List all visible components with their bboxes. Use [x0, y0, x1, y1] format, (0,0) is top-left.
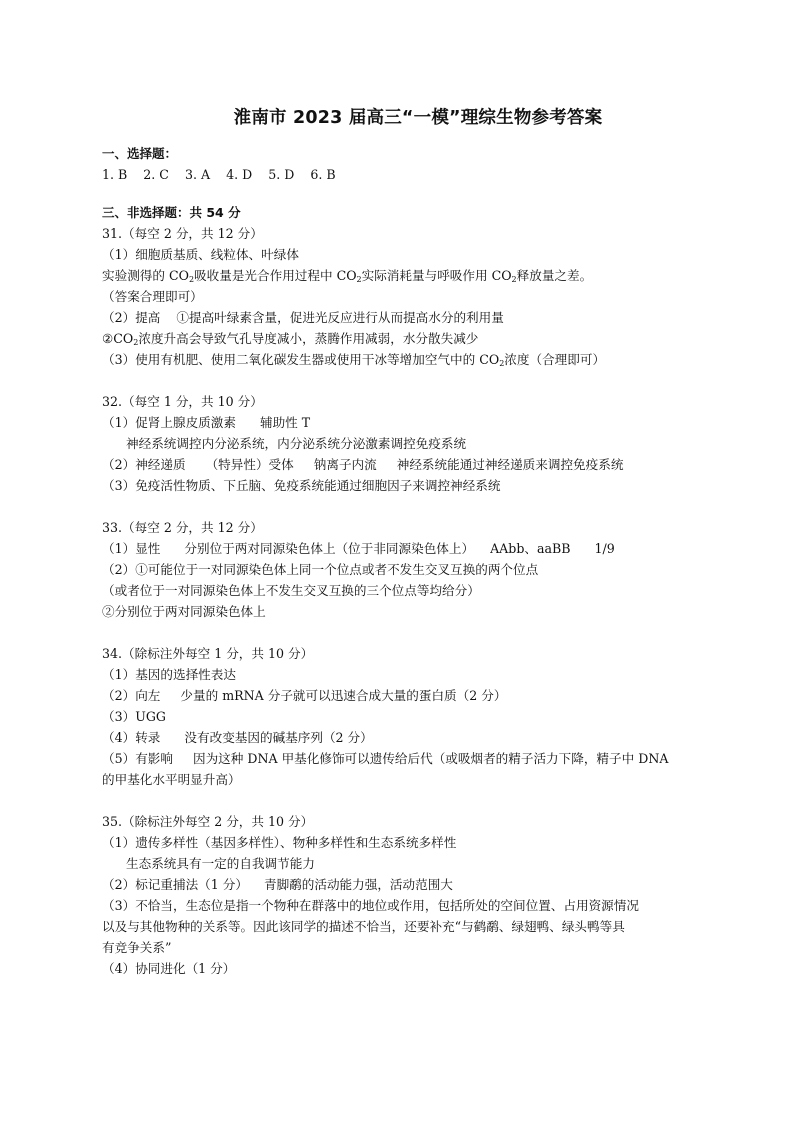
question-31	[102, 223, 724, 370]
q34-line: 的甲基化水平明显升高）	[102, 772, 241, 787]
question-35	[102, 811, 724, 979]
text-fragment: 实际消耗量与呼吸作用 CO	[361, 268, 512, 283]
q35-line: 以及与其他物种的关系等。因此该同学的描述不恰当，还要补充“与鹤鹬、绿翅鸭、绿头鸭等具	[102, 919, 625, 934]
q35-line: （1）遗传多样性（基因多样性）、物种多样性和生态系统多样性	[102, 835, 457, 850]
q32-header: 32.（每空 1 分，共 10 分）	[102, 394, 263, 409]
q34-line: （1）基因的选择性表达	[102, 667, 236, 682]
text-fragment: 释放量之差。	[516, 268, 593, 283]
q31-header: 31.（每空 2 分，共 12 分）	[102, 226, 263, 241]
q31-line	[102, 265, 724, 286]
q35-line: （3）不恰当，生态位是指一个物种在群落中的地位或作用，包括所处的空间位置、占用资源情况	[102, 898, 639, 913]
subscript: 2	[133, 338, 139, 347]
q34-line: （5）有影响 因为这种 DNA 甲基化修饰可以遗传给后代（或吸烟者的精子活力下降，精子中 DNA	[102, 751, 669, 766]
q33-header: 33.（每空 2 分，共 12 分）	[102, 520, 263, 535]
section-choice-header: 一、选择题：	[102, 146, 178, 161]
q35-line: 生态系统具有一定的自我调节能力	[102, 856, 315, 871]
section-nonchoice-header: 三、非选择题：共 54 分	[102, 205, 241, 220]
q32-line: 神经系统调控内分泌系统，内分泌系统分泌激素调控免疫系统	[102, 436, 467, 451]
page-title: 淮南市 2023 届高三“一模”理综生物参考答案	[233, 108, 603, 128]
spacer	[102, 496, 724, 517]
subscript: 2	[356, 275, 362, 284]
q31-line: （2）提高 ①提高叶绿素含量，促进光反应进行从而提高水分的利用量	[102, 310, 504, 325]
spacer	[102, 622, 724, 643]
q31-line	[102, 328, 724, 349]
subscript: 2	[499, 359, 505, 368]
q34-header: 34.（除标注外每空 1 分，共 10 分）	[102, 646, 314, 661]
q35-header: 35.（除标注外每空 2 分，共 10 分）	[102, 814, 314, 829]
text-fragment: （3）使用有机肥、使用二氧化碳发生器或使用干冰等增加空气中的 CO	[102, 352, 500, 367]
spacer	[102, 185, 724, 202]
text-fragment: 浓度升高会导致气孔导度减小，蒸腾作用减弱，水分散失减少	[138, 331, 479, 346]
q34-line: （3）UGG	[102, 709, 166, 724]
question-34	[102, 643, 724, 790]
q32-line: （2）神经递质 （特异性）受体 钠离子内流 神经系统能通过神经递质来调控免疫系统	[102, 457, 624, 472]
text-fragment: 浓度（合理即可）	[504, 352, 606, 367]
text-fragment: 实验测得的 CO	[102, 268, 189, 283]
subscript: 2	[511, 275, 517, 284]
q35-line: （2）标记重捕法（1 分） 青脚鹬的活动能力强，活动范围大	[102, 877, 453, 892]
spacer	[102, 370, 724, 391]
q31-line	[102, 349, 724, 370]
q31-line: （1）细胞质基质、线粒体、叶绿体	[102, 247, 299, 262]
q33-line: ②分别位于两对同源染色体上	[102, 604, 266, 619]
text-fragment: ②CO	[102, 331, 134, 346]
q31-line: （答案合理即可）	[102, 289, 203, 304]
choice-answers: 1. B 2. C 3. A 4. D 5. D 6. B	[102, 167, 336, 182]
question-33	[102, 517, 724, 622]
subscript: 2	[188, 275, 195, 284]
q34-line: （2）向左 少量的 mRNA 分子就可以迅速合成大量的蛋白质（2 分）	[102, 688, 507, 703]
question-32	[102, 391, 724, 496]
q35-line: 有竞争关系”	[102, 940, 172, 955]
q32-line: （1）促肾上腺皮质激素 辅助性 T	[102, 415, 311, 430]
q32-line: （3）免疫活性物质、下丘脑、免疫系统能通过细胞因子来调控神经系统	[102, 478, 501, 493]
spacer	[102, 790, 724, 811]
q33-line: （或者位于一对同源染色体上不发生交叉互换的三个位点等均给分）	[102, 583, 480, 598]
q34-line: （4）转录 没有改变基因的碱基序列（2 分）	[102, 730, 373, 745]
q35-line: （4）协同进化（1 分）	[102, 961, 236, 976]
q33-line: （1）显性 分别位于两对同源染色体上（位于非同源染色体上） AAbb、aaBB 1/9	[102, 541, 615, 556]
text-fragment: 吸收量是光合作用过程中 CO	[194, 268, 357, 283]
q33-line: （2）①可能位于一对同源染色体上同一个位点或者不发生交叉互换的两个位点	[102, 562, 539, 577]
